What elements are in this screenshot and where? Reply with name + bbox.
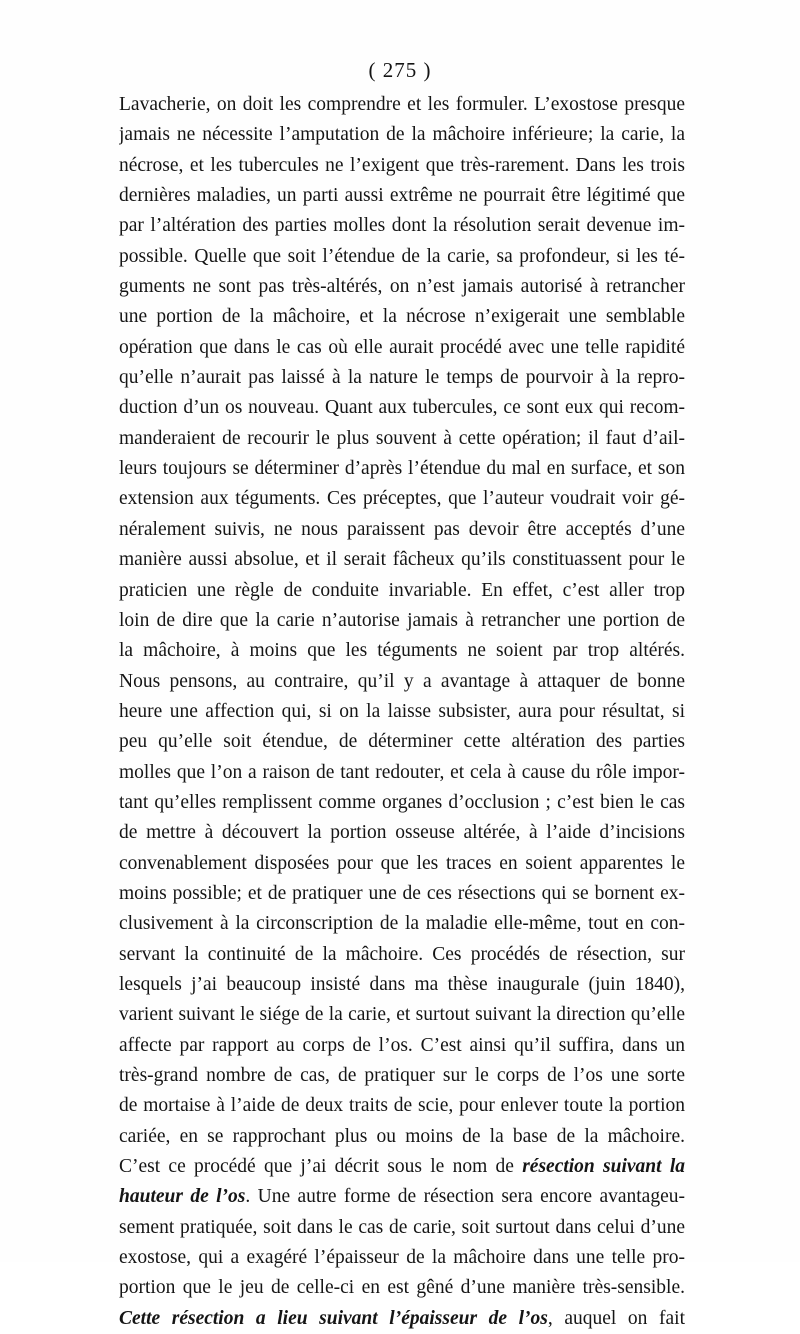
text-line: par l’altération des parties molles dont la résolution serait devenue im- bbox=[119, 215, 685, 237]
text-line: jamais ne nécessite l’amputation de la mâchoire inférieure; la carie, la bbox=[119, 124, 685, 146]
text-line: tant qu’elles remplissent comme organes d’occlusion ; c’est bien le cas bbox=[119, 791, 685, 813]
text-line: molles que l’on a raison de tant redouter, et cela à cause du rôle impor- bbox=[119, 761, 685, 783]
text-run: C’est ce procédé que j’ai décrit sous le nom de bbox=[119, 1156, 523, 1178]
text-line: loin de dire que la carie n’autorise jamais à retrancher une portion de bbox=[119, 609, 685, 631]
text-line: convenablement disposées pour que les traces en soient apparentes le bbox=[119, 852, 685, 874]
text-line: peu qu’elle soit étendue, de déterminer cette altération des parties bbox=[119, 731, 685, 753]
text-line: duction d’un os nouveau. Quant aux tubercules, ce sont eux qui recom- bbox=[119, 397, 685, 419]
emphasized-term: Cette résection a lieu suivant l’épaisseur de l’os bbox=[119, 1307, 548, 1329]
text-line: exostose, qui a exagéré l’épaisseur de la mâchoire dans une telle pro- bbox=[119, 1247, 685, 1269]
text-line: nécrose, et les tubercules ne l’exigent que très-rarement. Dans les trois bbox=[119, 154, 685, 176]
text-line: dernières maladies, un parti aussi extrême ne pourrait être légitimé que bbox=[119, 185, 685, 207]
text-line: très-grand nombre de cas, de pratiquer sur le corps de l’os une sorte bbox=[119, 1065, 685, 1086]
text-line: leurs toujours se déterminer d’après l’étendue du mal en surface, et son bbox=[119, 458, 685, 480]
text-line: une portion de la mâchoire, et la nécrose n’exigerait une semblable bbox=[119, 306, 685, 328]
text-run: , auquel on fait bbox=[547, 1307, 685, 1329]
text-line: de mortaise à l’aide de deux traits de scie, pour enlever toute la portion bbox=[119, 1095, 685, 1117]
text-line: varient suivant le siége de la carie, et surtout suivant la direction qu’elle bbox=[119, 1004, 685, 1026]
text-line bbox=[119, 1304, 685, 1334]
text-line: servant la continuité de la mâchoire. Ces procédés de résection, sur bbox=[119, 943, 685, 965]
body-text bbox=[119, 90, 685, 1334]
text-line: lesquels j’ai beaucoup insisté dans ma thèse inaugurale (juin 1840), bbox=[119, 973, 685, 995]
emphasized-term: résection suivant la bbox=[522, 1156, 685, 1178]
text-line: cariée, en se rapprochant plus ou moins de la base de la mâchoire. bbox=[119, 1125, 685, 1147]
text-line: praticien une règle de conduite invariable. En effet, c’est aller trop bbox=[119, 579, 685, 601]
text-line: clusivement à la circonscription de la maladie elle-même, tout en con- bbox=[119, 913, 685, 935]
text-line: extension aux téguments. Ces préceptes, que l’auteur voudrait voir gé- bbox=[119, 488, 685, 510]
text-line bbox=[119, 1182, 685, 1212]
page-number: ( 275 ) bbox=[368, 58, 432, 82]
text-line: de mettre à découvert la portion osseuse altérée, à l’aide d’incisions bbox=[119, 822, 685, 844]
text-line: Lavacherie, on doit les comprendre et les formuler. L’exostose presque bbox=[119, 94, 685, 115]
text-line: opération que dans le cas où elle aurait procédé avec une telle rapidité bbox=[119, 336, 685, 358]
text-run: . Une autre forme de résection sera encore avantageu- bbox=[245, 1186, 685, 1208]
text-line: manière aussi absolue, et il serait fâcheux qu’ils constituassent pour le bbox=[119, 549, 685, 571]
text-line: qu’elle n’aurait pas laissé à la nature le temps de pourvoir à la repro- bbox=[119, 367, 685, 389]
text-line: sement pratiquée, soit dans le cas de carie, soit surtout dans celui d’une bbox=[119, 1216, 685, 1238]
text-line: moins possible; et de pratiquer une de ces résections qui se bornent ex- bbox=[119, 882, 685, 904]
text-line: la mâchoire, à moins que les téguments ne soient par trop altérés. bbox=[119, 640, 685, 662]
text-line: néralement suivis, ne nous paraissent pas devoir être acceptés d’une bbox=[119, 518, 685, 540]
text-line: affecte par rapport au corps de l’os. C’est ainsi qu’il suffira, dans un bbox=[119, 1034, 685, 1056]
text-line: heure une affection qui, si on la laisse subsister, aura pour résultat, si bbox=[119, 700, 685, 722]
text-line: Nous pensons, au contraire, qu’il y a avantage à attaquer de bonne bbox=[119, 670, 685, 692]
text-line: guments ne sont pas très-altérés, on n’est jamais autorisé à retrancher bbox=[119, 276, 685, 298]
text-line: possible. Quelle que soit l’étendue de la carie, sa profondeur, si les té- bbox=[119, 245, 685, 267]
text-line: manderaient de recourir le plus souvent à cette opération; il faut d’ail- bbox=[119, 427, 685, 449]
text-line bbox=[119, 1152, 685, 1182]
text-line: portion que le jeu de celle-ci en est gêné d’une manière très-sensible. bbox=[119, 1277, 685, 1299]
emphasized-term: hauteur de l’os bbox=[119, 1186, 246, 1208]
